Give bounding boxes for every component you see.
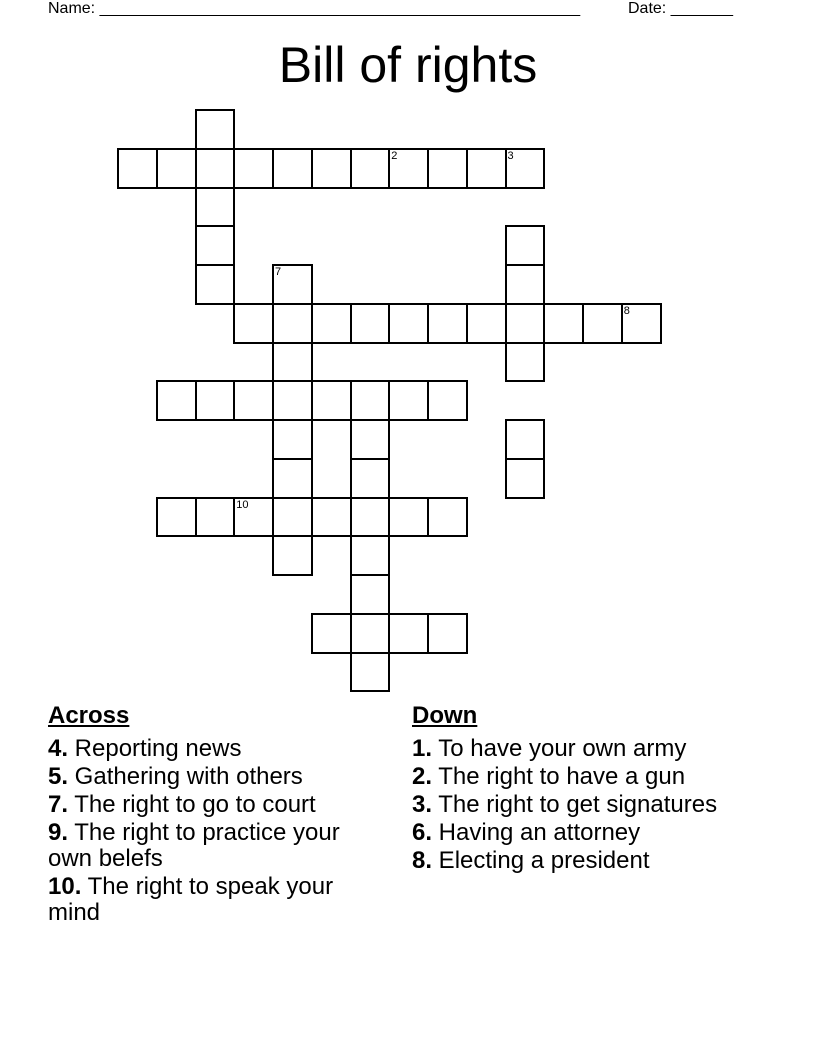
across-clue-4	[48, 736, 388, 762]
grid-cell[interactable]	[350, 535, 391, 576]
date-field[interactable]: Date: _______	[628, 0, 733, 17]
across-heading: Across	[48, 702, 130, 729]
clue-text: Gathering with others	[68, 763, 303, 790]
clue-number: 5.	[48, 763, 69, 790]
grid-cell[interactable]	[427, 148, 468, 189]
grid-cell[interactable]	[350, 148, 391, 189]
grid-cell[interactable]	[350, 380, 391, 421]
clue-text: The right to get signatures	[432, 791, 718, 818]
grid-cell[interactable]	[350, 419, 391, 460]
grid-cell[interactable]	[388, 497, 429, 538]
clue-text: The right to practice your own belefs	[48, 819, 340, 872]
down-clue-6	[412, 820, 752, 846]
grid-cell[interactable]	[272, 419, 313, 460]
grid-cell[interactable]	[388, 303, 429, 344]
grid-cell[interactable]	[505, 419, 546, 460]
clue-number: 1.	[412, 735, 433, 762]
grid-cell[interactable]	[505, 342, 546, 383]
grid-cell[interactable]	[505, 303, 546, 344]
grid-cell[interactable]	[505, 148, 546, 189]
grid-cell[interactable]	[427, 303, 468, 344]
grid-cell[interactable]	[427, 497, 468, 538]
grid-cell[interactable]	[311, 303, 352, 344]
down-heading: Down	[412, 702, 478, 729]
grid-cell[interactable]	[466, 148, 507, 189]
grid-cell[interactable]	[272, 303, 313, 344]
clue-number-label: 10	[236, 498, 249, 511]
grid-cell[interactable]	[117, 148, 158, 189]
grid-cell[interactable]	[621, 303, 662, 344]
clue-number: 7.	[48, 791, 69, 818]
grid-cell[interactable]	[582, 303, 623, 344]
grid-cell[interactable]	[350, 613, 391, 654]
grid-cell[interactable]	[505, 225, 546, 266]
across-clue-5	[48, 764, 388, 790]
clue-text: Reporting news	[68, 735, 242, 762]
grid-cell[interactable]	[195, 109, 236, 150]
clue-text: The right to speak your mind	[48, 873, 334, 926]
clue-text: The right to go to court	[68, 791, 316, 818]
grid-cell[interactable]	[427, 613, 468, 654]
grid-cell[interactable]	[311, 148, 352, 189]
clue-number: 9.	[48, 819, 69, 846]
grid-cell[interactable]	[350, 458, 391, 499]
grid-cell[interactable]	[388, 380, 429, 421]
grid-cell[interactable]	[350, 652, 391, 693]
grid-cell[interactable]	[350, 497, 391, 538]
clue-number-label: 3	[507, 149, 514, 162]
name-field[interactable]: Name: ______________________________________________________	[48, 0, 581, 17]
down-clue-3	[412, 792, 752, 818]
grid-cell[interactable]	[272, 380, 313, 421]
grid-cell[interactable]	[195, 225, 236, 266]
grid-cell[interactable]	[311, 380, 352, 421]
grid-cell[interactable]	[272, 497, 313, 538]
clue-number: 6.	[412, 819, 433, 846]
clue-number-label: 2	[391, 149, 398, 162]
grid-cell[interactable]	[233, 148, 274, 189]
clue-number-label: 8	[623, 304, 630, 317]
grid-cell[interactable]	[233, 497, 274, 538]
grid-cell[interactable]	[311, 613, 352, 654]
clue-number: 2.	[412, 763, 433, 790]
grid-cell[interactable]	[156, 148, 197, 189]
grid-cell[interactable]	[272, 342, 313, 383]
down-clue-1	[412, 736, 752, 762]
clue-number: 4.	[48, 735, 69, 762]
grid-cell[interactable]	[311, 497, 352, 538]
grid-cell[interactable]	[195, 148, 236, 189]
clue-number: 8.	[412, 847, 433, 874]
grid-cell[interactable]	[195, 187, 236, 228]
grid-cell[interactable]	[195, 497, 236, 538]
down-clues	[412, 700, 752, 876]
grid-cell[interactable]	[388, 613, 429, 654]
grid-cell[interactable]	[272, 264, 313, 305]
across-clue-10	[48, 874, 388, 926]
down-clue-2	[412, 764, 752, 790]
clue-number: 3.	[412, 791, 433, 818]
grid-cell[interactable]	[156, 497, 197, 538]
grid-cell[interactable]	[466, 303, 507, 344]
clue-text: Having an attorney	[432, 819, 641, 846]
clue-text: To have your own army	[432, 735, 687, 762]
page-title: Bill of rights	[278, 37, 538, 93]
grid-cell[interactable]	[233, 303, 274, 344]
clue-text: The right to have a gun	[432, 763, 686, 790]
grid-cell[interactable]	[272, 535, 313, 576]
across-clues	[48, 700, 388, 928]
clue-number-label: 7	[275, 266, 282, 278]
grid-cell[interactable]	[195, 380, 236, 421]
grid-cell[interactable]	[156, 380, 197, 421]
grid-cell[interactable]	[505, 458, 546, 499]
grid-cell[interactable]	[543, 303, 584, 344]
grid-cell[interactable]	[350, 303, 391, 344]
across-clue-7	[48, 792, 388, 818]
clue-text: Electing a president	[432, 847, 650, 874]
grid-cell[interactable]	[388, 148, 429, 189]
grid-cell[interactable]	[233, 380, 274, 421]
grid-cell[interactable]	[195, 264, 236, 305]
grid-cell[interactable]	[350, 574, 391, 615]
grid-cell[interactable]	[427, 380, 468, 421]
across-clue-9	[48, 820, 388, 872]
clue-number: 10.	[48, 873, 82, 900]
grid-cell[interactable]	[272, 148, 313, 189]
grid-cell[interactable]	[505, 264, 546, 305]
grid-cell[interactable]	[272, 458, 313, 499]
down-clue-8	[412, 848, 752, 874]
